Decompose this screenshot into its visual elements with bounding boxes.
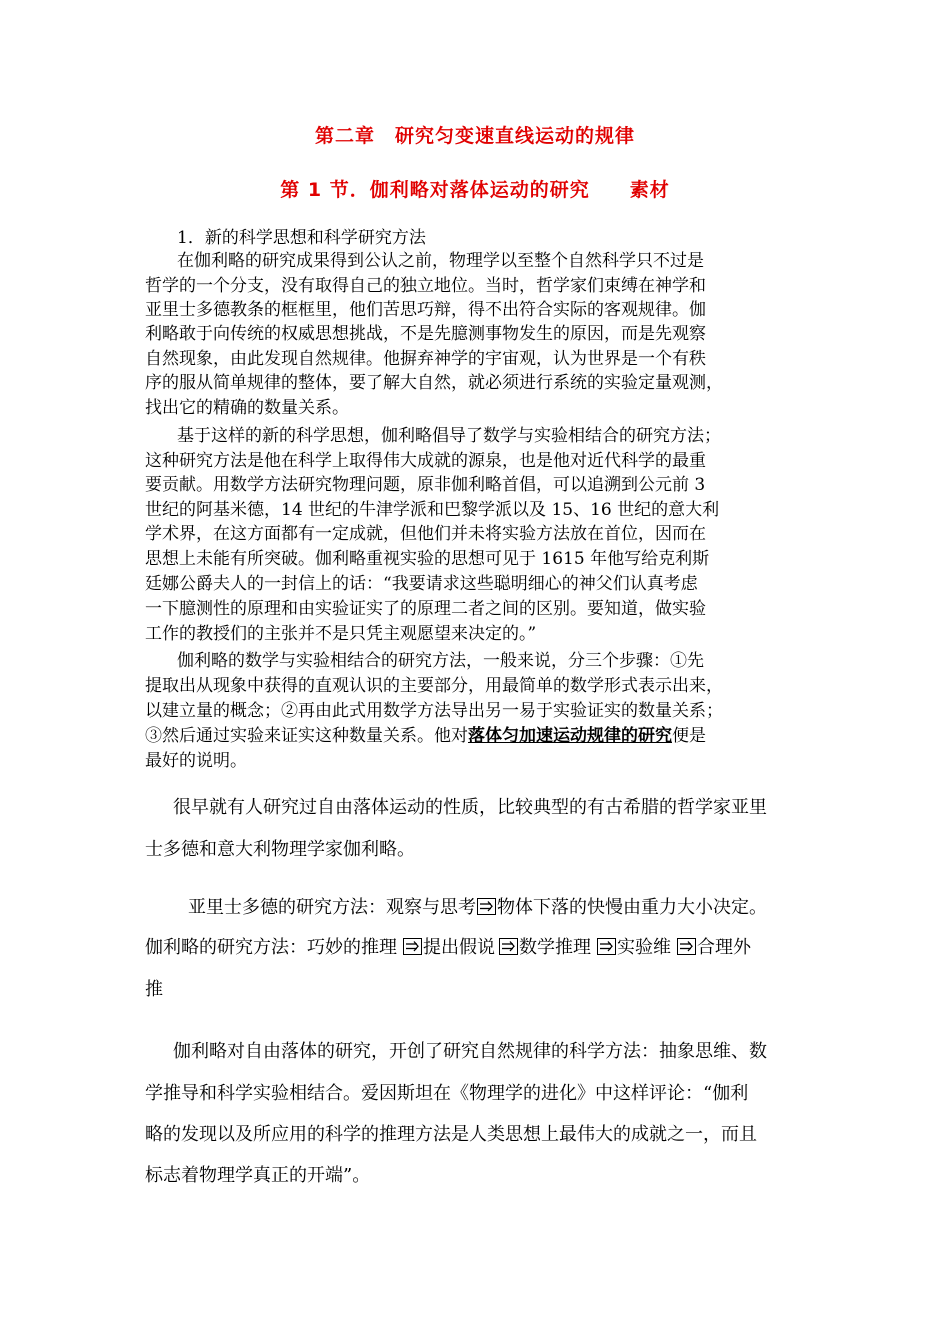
body-line: 基于这样的新的科学思想，伽利略倡导了数学与实验相结合的研究方法； <box>177 426 721 446</box>
body-line: 在伽利略的研究成果得到公认之前，物理学以至整个自然科学只不过是 <box>177 251 704 271</box>
double-arrow-icon <box>477 898 496 915</box>
body-line: 亚里士多德教条的框框里，他们苦思巧辩，得不出符合实际的客观规律。伽 <box>145 300 706 320</box>
body-line: 士多德和意大利物理学家伽利略。 <box>145 839 415 860</box>
body-line: 利略敢于向传统的权威思想挑战，不是先臆测事物发生的原因，而是先观察 <box>145 324 706 344</box>
body-line: 思想上未能有所突破。伽利略重视实验的思想可见于 1615 年他写给克利斯 <box>145 549 710 569</box>
body-text: 数学推理 <box>519 937 591 958</box>
body-text: 实验维 <box>617 937 671 958</box>
body-line <box>145 725 706 747</box>
body-line: 工作的教授们的主张并不是只凭主观愿望来决定的。” <box>145 624 537 644</box>
double-arrow-icon <box>499 938 518 955</box>
body-line: 学推导和科学实验相结合。爱因斯坦在《物理学的进化》中这样评论：“伽利 <box>145 1083 749 1104</box>
double-arrow-icon <box>597 938 616 955</box>
galileo-method-line <box>145 937 751 959</box>
body-line: 伽利略的数学与实验相结合的研究方法，一般来说，分三个步骤：①先 <box>177 651 704 671</box>
body-text: 伽利略的研究方法：巧妙的推理 <box>145 937 397 958</box>
double-arrow-icon <box>677 938 696 955</box>
research-link[interactable]: 落体匀加速运动规律的研究 <box>468 726 672 746</box>
section1-heading: 1．新的科学思想和科学研究方法 <box>177 228 426 248</box>
body-text: 亚里士多德的研究方法：观察与思考 <box>188 897 476 918</box>
body-line: 这种研究方法是他在科学上取得伟大成就的源泉，也是他对近代科学的最重 <box>145 451 706 471</box>
body-line: 推 <box>145 979 163 1000</box>
body-line: 学术界，在这方面都有一定成就，但他们并未将实验方法放在首位，因而在 <box>145 524 706 544</box>
body-line: 自然现象，由此发现自然规律。他摒弃神学的宇宙观，认为世界是一个有秩 <box>145 349 706 369</box>
body-text: ③然后通过实验来证实这种数量关系。他对 <box>145 726 468 746</box>
body-text: 便是 <box>672 726 706 746</box>
body-line: 世纪的阿基米德，14 世纪的牛津学派和巴黎学派以及 15、16 世纪的意大利 <box>145 500 720 520</box>
double-arrow-icon <box>403 938 422 955</box>
body-text: 提出假说 <box>423 937 495 958</box>
body-line: 以建立量的概念；②再由此式用数学方法导出另一易于实验证实的数量关系； <box>145 701 723 721</box>
aristotle-method-line <box>188 897 767 919</box>
body-line: 序的服从简单规律的整体，要了解大自然，就必须进行系统的实验定量观测， <box>145 373 723 393</box>
body-line: 哲学的一个分支，没有取得自己的独立地位。当时，哲学家们束缚在神学和 <box>145 276 706 296</box>
body-line: 廷娜公爵夫人的一封信上的话：“我要请求这些聪明细心的神父们认真考虑 <box>145 574 698 594</box>
body-line: 很早就有人研究过自由落体运动的性质，比较典型的有古希腊的哲学家亚里 <box>173 797 767 818</box>
body-line: 找出它的精确的数量关系。 <box>145 398 349 418</box>
body-line: 伽利略对自由落体的研究，开创了研究自然规律的科学方法：抽象思维、数 <box>173 1041 767 1062</box>
body-text: 物体下落的快慢由重力大小决定。 <box>497 897 767 918</box>
body-line: 标志着物理学真正的开端”。 <box>145 1165 371 1186</box>
chapter-title: 第二章 研究匀变速直线运动的规律 <box>314 125 635 147</box>
body-line: 提取出从现象中获得的直观认识的主要部分，用最简单的数学形式表示出来， <box>145 676 723 696</box>
section-title: 第 1 节．伽利略对落体运动的研究 素材 <box>280 179 670 201</box>
body-text: 合理外 <box>697 937 751 958</box>
body-line: 一下臆测性的原理和由实验证实了的原理二者之间的区别。要知道，做实验 <box>145 599 706 619</box>
body-line: 最好的说明。 <box>145 751 247 771</box>
body-line: 略的发现以及所应用的科学的推理方法是人类思想上最伟大的成就之一，而且 <box>145 1124 757 1145</box>
body-line: 要贡献。用数学方法研究物理问题，原非伽利略首倡，可以追溯到公元前 3 <box>145 475 706 495</box>
